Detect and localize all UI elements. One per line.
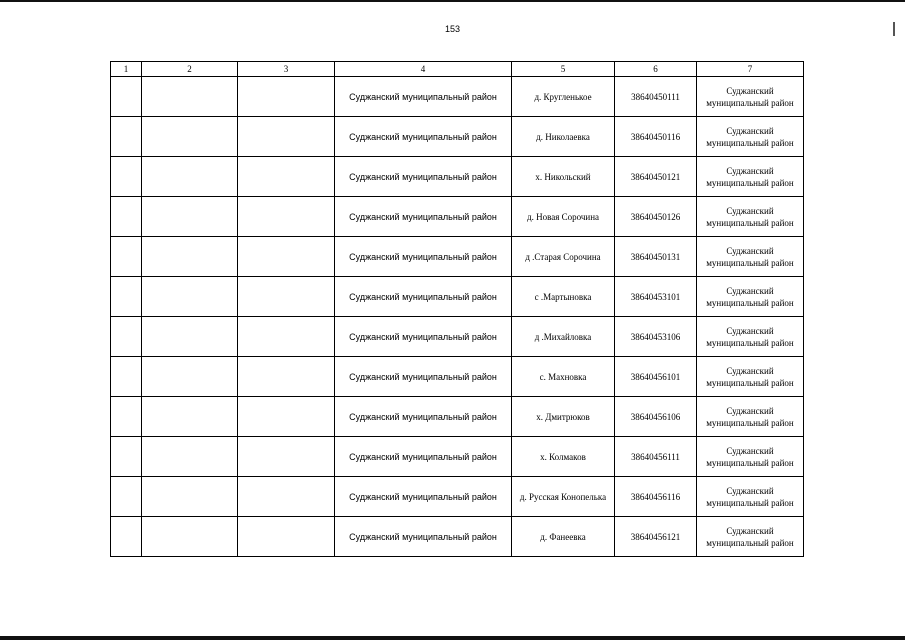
cell-district: Суджанский муниципальный район [335,77,512,117]
cell-municipality: Суджанский муниципальный район [697,517,804,557]
cell-col-1 [111,237,142,277]
cell-col-3 [238,317,335,357]
cell-settlement: х. Дмитрюков [512,397,615,437]
cell-municipality: Суджанский муниципальный район [697,317,804,357]
cell-col-1 [111,477,142,517]
cell-oktmo-code: 38640450116 [615,117,697,157]
cell-municipality: Суджанский муниципальный район [697,77,804,117]
cell-col-1 [111,277,142,317]
table-row [111,237,804,277]
cell-district: Суджанский муниципальный район [335,357,512,397]
cell-municipality: Суджанский муниципальный район [697,357,804,397]
cell-oktmo-code: 38640450126 [615,197,697,237]
cell-col-1 [111,197,142,237]
cell-settlement: д. Николаевка [512,117,615,157]
table-row [111,277,804,317]
cell-col-3 [238,357,335,397]
cell-col-1 [111,437,142,477]
cell-municipality: Суджанский муниципальный район [697,197,804,237]
cell-settlement: с .Мартыновка [512,277,615,317]
cell-col-2 [142,317,238,357]
cell-col-3 [238,517,335,557]
cell-settlement: д. Кругленькое [512,77,615,117]
cell-oktmo-code: 38640456121 [615,517,697,557]
cell-municipality: Суджанский муниципальный район [697,117,804,157]
cell-col-1 [111,77,142,117]
cell-col-2 [142,77,238,117]
cell-settlement: х. Колмаков [512,437,615,477]
cell-col-3 [238,397,335,437]
cell-col-1 [111,157,142,197]
page-number: 153 [444,24,461,34]
table-row [111,477,804,517]
column-header: 2 [142,62,238,77]
cell-settlement: х. Никольский [512,157,615,197]
header-row [111,62,804,77]
cell-col-1 [111,517,142,557]
cell-district: Суджанский муниципальный район [335,117,512,157]
cell-col-2 [142,437,238,477]
cell-settlement: д. Новая Сорочина [512,197,615,237]
cell-oktmo-code: 38640450111 [615,77,697,117]
cell-district: Суджанский муниципальный район [335,437,512,477]
cell-settlement: д .Старая Сорочина [512,237,615,277]
cell-municipality: Суджанский муниципальный район [697,277,804,317]
cell-col-1 [111,357,142,397]
cell-district: Суджанский муниципальный район [335,477,512,517]
cell-col-2 [142,157,238,197]
cell-col-2 [142,357,238,397]
cell-col-3 [238,77,335,117]
registry-table [110,61,804,557]
cell-municipality: Суджанский муниципальный район [697,237,804,277]
cell-district: Суджанский муниципальный район [335,157,512,197]
cell-district: Суджанский муниципальный район [335,397,512,437]
cell-district: Суджанский муниципальный район [335,517,512,557]
cell-col-3 [238,197,335,237]
table-row [111,397,804,437]
cell-col-3 [238,477,335,517]
cell-col-1 [111,317,142,357]
table-row [111,437,804,477]
cell-district: Суджанский муниципальный район [335,317,512,357]
cell-settlement: д .Михайловка [512,317,615,357]
cell-col-2 [142,237,238,277]
cell-municipality: Суджанский муниципальный район [697,157,804,197]
column-header: 6 [615,62,697,77]
cell-oktmo-code: 38640453106 [615,317,697,357]
column-header: 3 [238,62,335,77]
cell-col-2 [142,117,238,157]
table-row [111,77,804,117]
column-header: 4 [335,62,512,77]
cell-municipality: Суджанский муниципальный район [697,397,804,437]
cell-col-2 [142,197,238,237]
scan-edge-top [0,0,905,2]
cell-settlement: д. Фанеевка [512,517,615,557]
column-header: 7 [697,62,804,77]
cell-oktmo-code: 38640450121 [615,157,697,197]
table-row [111,357,804,397]
cell-col-2 [142,277,238,317]
cell-settlement: с. Махновка [512,357,615,397]
cell-district: Суджанский муниципальный район [335,197,512,237]
column-header: 5 [512,62,615,77]
cell-col-2 [142,397,238,437]
cell-col-3 [238,237,335,277]
table-row [111,117,804,157]
table-row [111,157,804,197]
cell-settlement: д. Русская Конопелька [512,477,615,517]
cell-col-3 [238,277,335,317]
cell-oktmo-code: 38640453101 [615,277,697,317]
cell-oktmo-code: 38640450131 [615,237,697,277]
table-row [111,517,804,557]
column-header: 1 [111,62,142,77]
cell-col-1 [111,117,142,157]
cell-municipality: Суджанский муниципальный район [697,437,804,477]
cell-district: Суджанский муниципальный район [335,277,512,317]
cell-oktmo-code: 38640456116 [615,477,697,517]
cell-oktmo-code: 38640456111 [615,437,697,477]
registry-table-body [111,62,804,557]
cell-col-3 [238,437,335,477]
table-row [111,197,804,237]
cell-col-3 [238,117,335,157]
cell-col-3 [238,157,335,197]
cell-oktmo-code: 38640456101 [615,357,697,397]
cell-col-2 [142,517,238,557]
cell-district: Суджанский муниципальный район [335,237,512,277]
cell-col-2 [142,477,238,517]
scan-edge-bottom [0,636,905,640]
cell-oktmo-code: 38640456106 [615,397,697,437]
cell-col-1 [111,397,142,437]
cell-municipality: Суджанский муниципальный район [697,477,804,517]
table-row [111,317,804,357]
